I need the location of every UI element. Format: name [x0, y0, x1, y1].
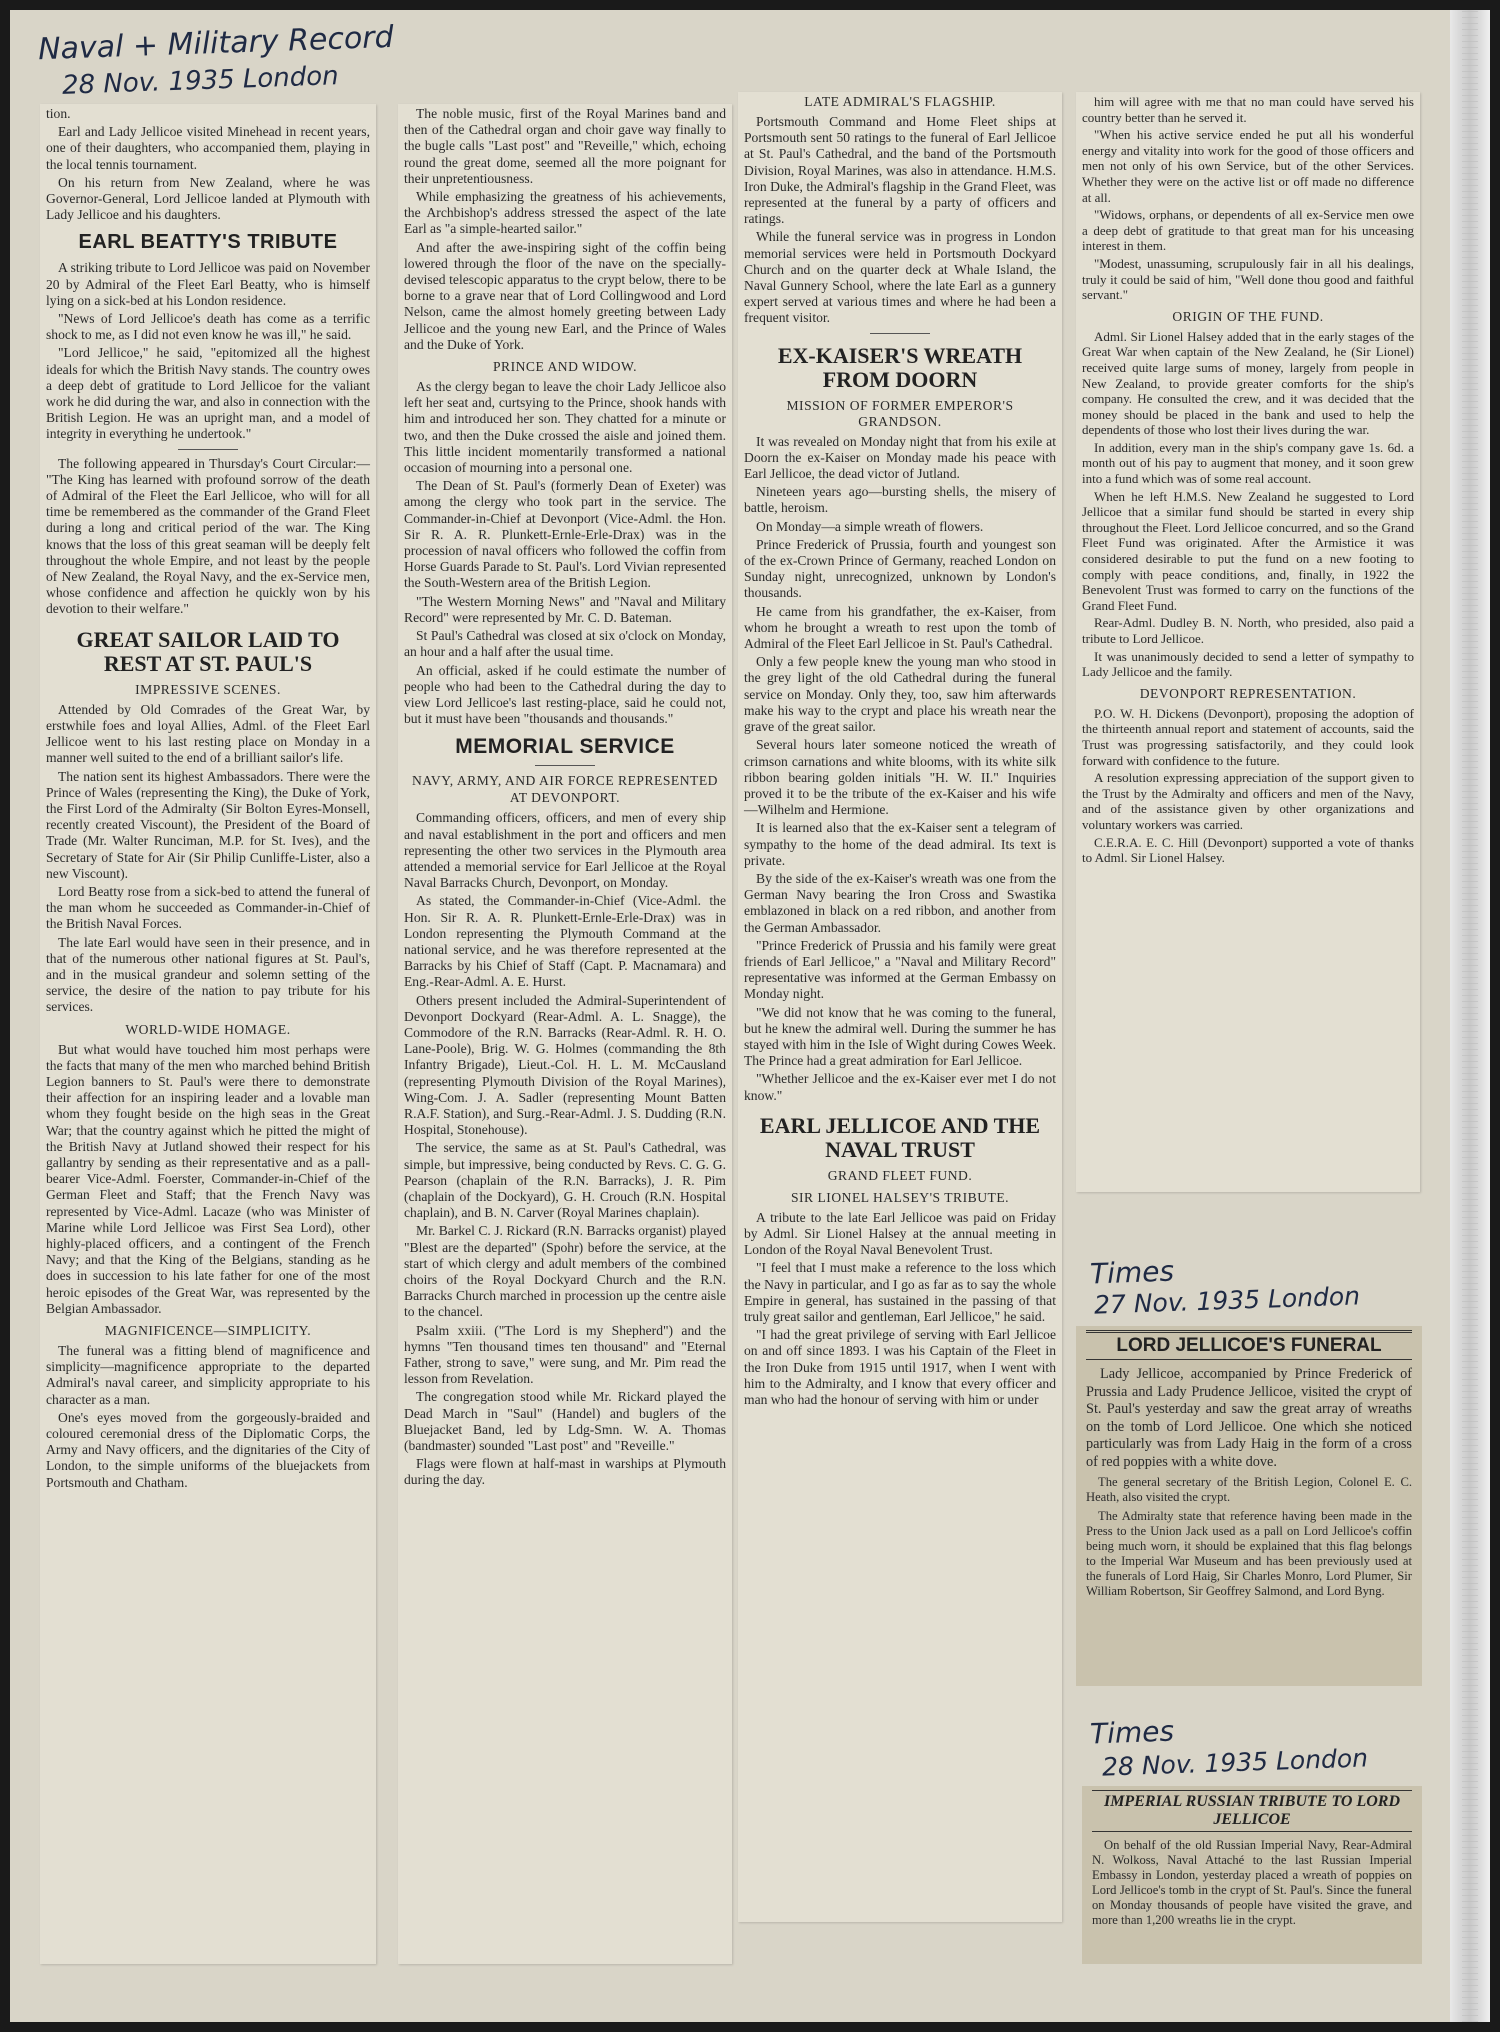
paragraph: Commanding officers, officers, and men of every ship and naval establishment in the port and officers and men representing the other two services in the Plymouth area attended a memorial service for Earl Jellicoe at the Royal Naval Barracks Church, Devonport, on Monday. [404, 810, 726, 891]
times-clipping-russian-tribute [1082, 1786, 1422, 1964]
paragraph: Prince Frederick of Prussia, fourth and youngest son of the ex-Crown Prince of Germany, reached London on Sunday night, unrecognized, unknown by London's thousands. [744, 536, 1056, 601]
paragraph: Portsmouth Command and Home Fleet ships at Portsmouth sent 50 ratings to the funeral of Earl Jellicoe at St. Paul's Cathedral, and the band of the Portsmouth Division, Royal Marines, was also in attendance. H.M.S. Iron Duke, the Admiral's flagship in the Grand Fleet, was represented at the funeral by a party of officers and ratings. [744, 114, 1056, 227]
paragraph: The general secretary of the British Legion, Colonel E. C. Heath, also visited the crypt. [1086, 1475, 1412, 1504]
paragraph: While emphasizing the greatness of his achievements, the Archbishop's address stressed the aspect of the late Earl as "a simple-hearted sailor." [404, 189, 726, 237]
article-headline: IMPERIAL RUSSIAN TRIBUTE TO LORD JELLICOE [1092, 1790, 1412, 1832]
paragraph: And after the awe-inspiring sight of the coffin being lowered through the floor of the nave on the specially-devised telescopic apparatus to the crypt below, there to be borne to a grave near that of Lord Collingwood and Lord Nelson, came the almost homely greeting between Lady Jellicoe and the young new Earl, and the Prince of Wales and the Duke of York. [404, 239, 726, 352]
paragraph: Mr. Barkel C. J. Rickard (R.N. Barracks organist) played "Blest are the departed" (Spohr) before the service, at the start of which clergy and adult members of the combined choirs of the Royal Dockyard Church and the R.N. Barracks Church marched in procession up the centre aisle to the chancel. [404, 1223, 726, 1320]
paragraph: "Lord Jellicoe," he said, "epitomized all the highest ideals for which the British Navy stands. The country owes a deep debt of gratitude to Lord Jellicoe for the valiant work he did during the war, and also in connection with the British Legion. He was an upright man, and a model of integrity in everything he undertook." [46, 345, 370, 442]
subheading: PRINCE AND WIDOW. [492, 359, 638, 375]
subheading: GRAND FLEET FUND. [827, 1167, 973, 1183]
paragraph: Others present included the Admiral-Superintendent of Devonport Dockyard (Rear-Adml. A. L. Snagge), the Commodore of the R.N. Barracks (Rear-Adml. R. H. O. Lane-Poole), Brig. W. G. Holmes (commanding the 8th Infantry Brigade), Lieut.-Col. H. L. M. McCausland (representing Plymouth Division of the Royal Marines), Wing-Com. J. A. Sadler (representing Mount Batten R.A.F. Station), and Surg.-Rear-Adml. J. S. Dudding (R.N. Hospital, Stonehouse). [404, 992, 726, 1138]
handwritten-source-note: Naval + Military Record [37, 19, 395, 68]
clipping-column-2 [398, 104, 732, 1964]
paragraph: Several hours later someone noticed the wreath of crimson carnations and white blooms, with its white silk ribbon bearing golden initials "H. W. II." Inquiries proved it to be the tribute of the ex-Kaiser and his wife—Wilhelm and Hermione. [744, 737, 1056, 818]
times-clipping-funeral [1076, 1326, 1422, 1686]
paragraph: Earl and Lady Jellicoe visited Minehead in recent years, one of their daughters, who accompanied them, playing in the local tennis tournament. [46, 124, 370, 172]
subheading: IMPRESSIVE SCENES. [135, 681, 281, 697]
clipping-column-1 [40, 104, 376, 1964]
article-headline: EARL JELLICOE AND THE NAVAL TRUST [759, 1112, 1041, 1162]
article-headline: MEMORIAL SERVICE [455, 735, 675, 759]
paragraph: It was unanimously decided to send a letter of sympathy to Lady Jellicoe and the family. [1082, 648, 1414, 680]
paragraph: Nineteen years ago—bursting shells, the misery of battle, heroism. [744, 484, 1056, 516]
subheading: NAVY, ARMY, AND AIR FORCE REPRESENTED AT DEVONPORT. [412, 773, 718, 806]
subheading: LATE ADMIRAL'S FLAGSHIP. [804, 94, 996, 109]
paragraph: Only a few people knew the young man who stood in the grey light of the old Cathedral during the funeral service on Monday. Only they, too, saw him afterwards make his way to the crypt and place his wreath near the grave of the great sailor. [744, 654, 1056, 735]
paragraph: him will agree with me that no man could have served his country better than he served it. [1082, 94, 1414, 125]
subheading: MAGNIFICENCE—SIMPLICITY. [104, 1323, 312, 1338]
divider [870, 333, 930, 334]
paragraph: "Whether Jellicoe and the ex-Kaiser ever met I do not know." [744, 1071, 1056, 1103]
paragraph: P.O. W. H. Dickens (Devonport), proposing the adoption of the thirteenth annual report and statement of accounts, said the Trust was progressing satisfactorily, and they could look forward with confidence to the future. [1082, 705, 1414, 768]
paragraph: As the clergy began to leave the choir Lady Jellicoe also left her seat and, curtsying to the Prince, shook hands with him and introduced her son. They chatted for a minute or two, and then the Duke crossed the aisle and joined them. This little incident momentarily transformed a national occasion of mourning into a personal one. [404, 379, 726, 476]
subheading: MISSION OF FORMER EMPEROR'S GRANDSON. [786, 397, 1014, 429]
paragraph: "We did not know that he was coming to the funeral, but he knew the admiral well. During the summer he has stayed with him in the Isle of Wight during Cowes Week. The Prince had a great admiration for Earl Jellicoe. [744, 1004, 1056, 1069]
paragraph: As stated, the Commander-in-Chief (Vice-Adml. the Hon. Sir R. A. R. Plunkett-Ernle-Erle-Drax) was in London representing the Plymouth Command at the national service, and he was therefore represented at the Barracks by his Chief of Staff (Capt. P. Macnamara) and Eng.-Rear-Adml. A. E. Hurst. [404, 893, 726, 990]
handwritten-date-note: 28 Nov. 1935 London [1101, 1743, 1369, 1782]
handwritten-source-note: Times [1089, 1714, 1175, 1751]
divider [178, 449, 238, 450]
paragraph: It is learned also that the ex-Kaiser sent a telegram of sympathy to the home of the dead admiral. Its text is private. [744, 820, 1056, 868]
article-headline: GREAT SAILOR LAID TO REST AT ST. PAUL'S [76, 626, 340, 676]
paragraph: In addition, every man in the ship's company gave 1s. 6d. a month out of his pay to augment that money, and it soon grew into a fund which was of some real account. [1082, 439, 1414, 487]
paragraph: "Modest, unassuming, scrupulously fair in all his dealings, truly it could be said of him, "Well done thou good and faithful servant." [1082, 255, 1414, 303]
clipping-column-3 [738, 92, 1062, 1922]
paragraph: By the side of the ex-Kaiser's wreath was one from the German Navy bearing the Iron Cross and Swastika emblazoned in black on a red ribbon, and another from the German Ambassador. [744, 870, 1056, 935]
paragraph: The congregation stood while Mr. Rickard played the Dead March in "Saul" (Handel) and buglers of the Bluejacket Band, led by Ldg-Smn. W. A. Thomas (bandmaster) sounded "Last post" and "Reveille." [404, 1389, 726, 1454]
paragraph: The funeral was a fitting blend of magnificence and simplicity—magnificence appropriate to the departed Admiral's naval career, and simplicity appropriate to his character as a man. [46, 1343, 370, 1407]
subheading: DEVONPORT REPRESENTATION. [1139, 685, 1357, 701]
paragraph: An official, asked if he could estimate the number of people who had been to the Cathedral during the day to view Lord Jellicoe's last resting-place, said he could not, but it must have been "thousands and thousands." [404, 662, 726, 727]
handwritten-date-note: 28 Nov. 1935 London [61, 61, 340, 101]
paragraph: Psalm xxiii. ("The Lord is my Shepherd") and the hymns "Ten thousand times ten thousand" and "Eternal Father, strong to save," were sung, and Mr. Pim read the lesson from Revelation. [404, 1322, 726, 1387]
paragraph: The late Earl would have seen in their presence, and in that of the numerous other national figures at St. Paul's, and in the musical grandeur and solemn setting of the service, the desire of the nation to pay tribute for his services. [46, 934, 370, 1015]
paragraph: When he left H.M.S. New Zealand he suggested to Lord Jellicoe that a similar fund should be started in every ship throughout the Fleet. Lord Jellicoe concurred, and so the Grand Fleet Fund was originated. After the Armistice it was considered desirable to put the fund on a new footing to comply with peace conditions, and, finally, in 1922 the Benevolent Trust was formed to carry on the functions of the Grand Fleet Fund. [1082, 488, 1414, 613]
paragraph: Flags were flown at half-mast in warships at Plymouth during the day. [404, 1456, 726, 1488]
paragraph: Adml. Sir Lionel Halsey added that in the early stages of the Great War when captain of the New Zealand, he (Sir Lionel) received quite large sums of money, largely from people in New Zealand, to provide greater comforts for the ship's company. He consulted the crew, and it was decided that the money should be placed in the bank and used to help the dependents of those who lost their lives during the war. [1082, 328, 1414, 438]
paragraph: tion. [46, 106, 71, 121]
paragraph: "News of Lord Jellicoe's death has come as a terrific shock to me, as I did not even know he was ill," he said. [46, 311, 370, 343]
paragraph: The nation sent its highest Ambassadors. There were the Prince of Wales (representing the King), the Duke of York, the First Lord of the Admiralty (Sir Bolton Eyres-Monsell, recently created Viscount), the President of the Board of Trade (Mr. Walter Runciman, M.P. for St. Ives), and the Secretary of State for Air (Sir Philip Cunliffe-Lister, also a new Viscount). [46, 768, 370, 881]
paragraph: On behalf of the old Russian Imperial Navy, Rear-Admiral N. Wolkoss, Naval Attaché to the last Russian Imperial Embassy in London, yesterday placed a wreath of poppies on Lord Jellicoe's tomb in the crypt of St. Paul's. Since the funeral on Monday thousands of people have visited the grave, and more than 1,200 wreaths lie in the crypt. [1092, 1838, 1412, 1927]
paragraph: Lord Beatty rose from a sick-bed to attend the funeral of the man whom he succeeded as Commander-in-Chief of the British Naval Forces. [46, 883, 370, 932]
subheading: WORLD-WIDE HOMAGE. [125, 1021, 291, 1037]
paragraph: St Paul's Cathedral was closed at six o'clock on Monday, an hour and a half after the usual time. [404, 628, 726, 660]
paragraph: The noble music, first of the Royal Marines band and then of the Cathedral organ and choir gave way finally to the bugle calls "Last post" and "Reveille," which, echoing round the great dome, seemed all the more poignant for their unpretentiousness. [404, 106, 726, 186]
paragraph: The Dean of St. Paul's (formerly Dean of Exeter) was among the clergy who took part in the service. The Commander-in-Chief at Devonport (Vice-Adml. the Hon. Sir R. A. R. Plunkett-Ernle-Erle-Drax) was in the procession of naval officers who followed the coffin from Horse Guards Parade to St. Paul's. Lord Vivian represented the South-Western area of the British Legion. [404, 478, 726, 591]
album-binding-texture [1462, 10, 1478, 2022]
paragraph: The following appeared in Thursday's Court Circular:— "The King has learned with profound sorrow of the death of Admiral of the Fleet the Earl Jellicoe, who will for all time be remembered as the commander of the Grand Fleet during a long and critical period of the war. The King knows that the loss of this great seaman will be deeply felt throughout the whole Empire, and not least by the people of New Zealand, the Royal Navy, and the ex-Service men, whose confidence and affection he quickly won by his devotion to their welfare." [46, 455, 370, 617]
paragraph: "Prince Frederick of Prussia and his family were great friends of Earl Jellicoe," a "Naval and Military Record" representative was informed at the German Embassy on Monday night. [744, 937, 1056, 1002]
paragraph: One's eyes moved from the gorgeously-braided and coloured ceremonial dress of the Diplomatic Corps, the Army and Navy officers, and the dignitaries of the City of London, to the simple uniforms of the bluejackets from Portsmouth and Chatham. [46, 1409, 370, 1490]
paragraph: "I had the great privilege of serving with Earl Jellicoe on and off since 1893. I was his Captain of the Fleet in the Iron Duke from 1915 until 1917, when I went with him to the Admiralty, and I know that every officer and man who had the honour of serving with him or under [744, 1327, 1056, 1407]
paragraph: "The Western Morning News" and "Naval and Military Record" were represented by Mr. C. D. Bateman. [404, 593, 726, 625]
paragraph: C.E.R.A. E. C. Hill (Devonport) supported a vote of thanks to Adml. Sir Lionel Halsey. [1082, 834, 1414, 866]
paragraph: "When his active service ended he put all his wonderful energy and vitality into work for the good of those officers and men not only of his own Service, but of the other Services. Whether they were on the active list or off made no difference at all. [1082, 127, 1414, 205]
paragraph: It was revealed on Monday night that from his exile at Doorn the ex-Kaiser on Monday made his peace with Earl Jellicoe, the dead victor of Jutland. [744, 433, 1056, 482]
scrapbook-page [10, 10, 1450, 2022]
paragraph: The service, the same as at St. Paul's Cathedral, was simple, but impressive, being conducted by Revs. C. G. G. Pearson (chaplain of the R.N. Barracks), J. R. Pim (chaplain of the Dockyard), G. H. Crouch (R.N. Hospital chaplain), and B. N. Carver (Royal Marines chaplain). [404, 1140, 726, 1221]
article-headline: LORD JELLICOE'S FUNERAL [1086, 1330, 1412, 1360]
paragraph: A resolution expressing appreciation of the support given to the Trust by the Admiralty and officers and men of the Navy, and of the assistance given by other organizations and voluntary workers was carried. [1082, 770, 1414, 832]
paragraph: A striking tribute to Lord Jellicoe was paid on November 20 by Admiral of the Fleet Earl Beatty, who is himself lying on a sick-bed at his London residence. [46, 260, 370, 308]
handwritten-date-note: 27 Nov. 1935 London [1093, 1281, 1361, 1320]
paragraph: He came from his grandfather, the ex-Kaiser, from whom he brought a wreath to rest upon the tomb of Admiral of the Fleet Earl Jellicoe in St. Paul's Cathedral. [744, 603, 1056, 652]
paragraph: Attended by Old Comrades of the Great War, by erstwhile foes and loyal Allies, Adml. of the Fleet Earl Jellicoe went to his last resting place on Monday in a manner well suited to the end of a brilliant sailor's life. [46, 701, 370, 766]
handwritten-source-note: Times [1089, 1254, 1175, 1291]
clipping-column-4 [1076, 92, 1420, 1192]
paragraph: But what would have touched him most perhaps were the facts that many of the men who marched behind British Legion banners to St. Paul's were there to demonstrate their affection for an inspiring leader and a lovable man whom they fought beside on the high seas in the Great War; that the country against which he pitted the might of the British Navy at Jutland showed their respect for his gallantry by sending as their representative and as a pall-bearer Vice-Adml. Foerster, Commander-in-Chief of the German Fleet and Staff; that the French Navy was represented by Vice-Adml. Lacaze (who was Minister of Marine while Lord Jellicoe was First Sea Lord), other highly-placed officers, and a contingent of the French Navy; and that the King of the Belgians, standing as he does in succession to his late father for one of the most heroic episodes of the Great War, was represented by the Belgian Ambassador. [46, 1041, 370, 1316]
article-headline: EX-KAISER'S WREATH FROM DOORN [777, 342, 1023, 392]
subheading: ORIGIN OF THE FUND. [1172, 308, 1324, 324]
paragraph: The Admiralty state that reference having been made in the Press to the Union Jack used as a pall on Lord Jellicoe's coffin being much worn, it should be explained that this flag belongs to the Imperial War Museum and has been previously used at the funerals of Lord Haig, Sir Charles Monro, Lord Plumer, Sir William Robertson, Sir Geoffrey Salmond, and Lord Byng. [1086, 1509, 1412, 1598]
paragraph: On Monday—a simple wreath of flowers. [756, 518, 984, 534]
paragraph: On his return from New Zealand, where he was Governor-General, Lord Jellicoe landed at Plymouth with Lady Jellicoe and his daughters. [46, 174, 370, 223]
paragraph: While the funeral service was in progress in London memorial services were held in Portsmouth Dockyard Church and on the quarter deck at Whale Island, the Naval Gunnery School, where the late Earl as a gunnery expert served at various times and where he had been a frequent visitor. [744, 229, 1056, 326]
subheading: SIR LIONEL HALSEY'S TRIBUTE. [790, 1189, 1010, 1205]
paragraph: Rear-Adml. Dudley B. N. North, who presided, also paid a tribute to Lord Jellicoe. [1082, 615, 1414, 646]
section-heading: EARL BEATTY'S TRIBUTE [78, 231, 338, 254]
paragraph: "I feel that I must make a reference to the loss which the Navy in particular, and I go as far as to say the whole Empire in general, has sustained in the passing of that truly great sailor and gentleman, Earl Jellicoe," he said. [744, 1260, 1056, 1324]
paragraph: A tribute to the late Earl Jellicoe was paid on Friday by Adml. Sir Lionel Halsey at the annual meeting in London of the Royal Naval Benevolent Trust. [744, 1209, 1056, 1258]
divider [535, 765, 595, 766]
paragraph: Lady Jellicoe, accompanied by Prince Frederick of Prussia and Lady Prudence Jellicoe, visited the crypt of St. Paul's yesterday and saw the great array of wreaths on the tomb of Lord Jellicoe. One which she noticed particularly was from Lady Haig in the form of a cross of red poppies with a white dove. [1086, 1366, 1412, 1470]
paragraph: "Widows, orphans, or dependents of all ex-Service men owe a deep debt of gratitude to that great man for his unceasing interest in them. [1082, 207, 1414, 254]
